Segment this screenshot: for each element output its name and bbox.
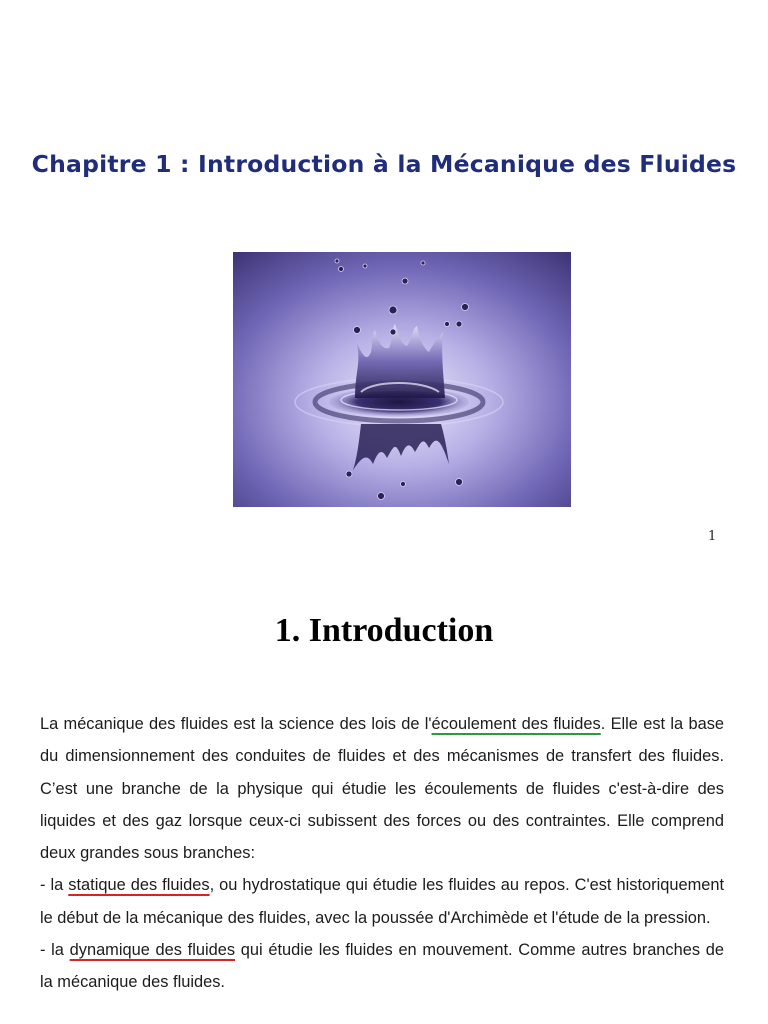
text-segment: qui étudie les fluides en mouvement. Comme autres branches de la mécanique des fluides.	[40, 941, 724, 992]
underlined-term-dynamique: dynamique des fluides	[69, 941, 236, 960]
text-segment: - la	[40, 876, 69, 895]
chapter-title: Chapitre 1 : Introduction à la Mécanique des Fluides	[31, 150, 737, 178]
text-segment: , ou hydrostatique qui étudie les fluides au repos. C'est historiquement le début de la mécanique des fluides, avec la poussée d'Archimède et l'étude de la pression.	[40, 876, 725, 927]
water-splash-image	[233, 252, 571, 507]
paragraph-definition	[40, 708, 724, 869]
paragraph-statique	[40, 869, 724, 934]
introduction-body	[40, 708, 724, 999]
section-heading: 1. Introduction	[274, 612, 494, 649]
paragraph-dynamique	[40, 934, 724, 999]
page-number: 1	[708, 529, 717, 544]
underlined-term-ecoulement: écoulement des fluides	[431, 715, 601, 733]
text-segment: La mécanique des fluides est la science des lois de l'	[40, 715, 432, 733]
underlined-term-statique: statique des fluides	[68, 876, 210, 895]
text-segment: . Elle est la base du dimensionnement des conduites de fluides et des mécanismes de transfert des fluides. C’est une branche de la physique qui étudie les écoulements de fluides c'est-à-dire des liquides et des gaz lorsque ceux-ci subissent des forces ou des contraintes. Elle comprend deux grandes sous branches:	[40, 715, 725, 863]
text-segment: - la	[40, 941, 70, 960]
